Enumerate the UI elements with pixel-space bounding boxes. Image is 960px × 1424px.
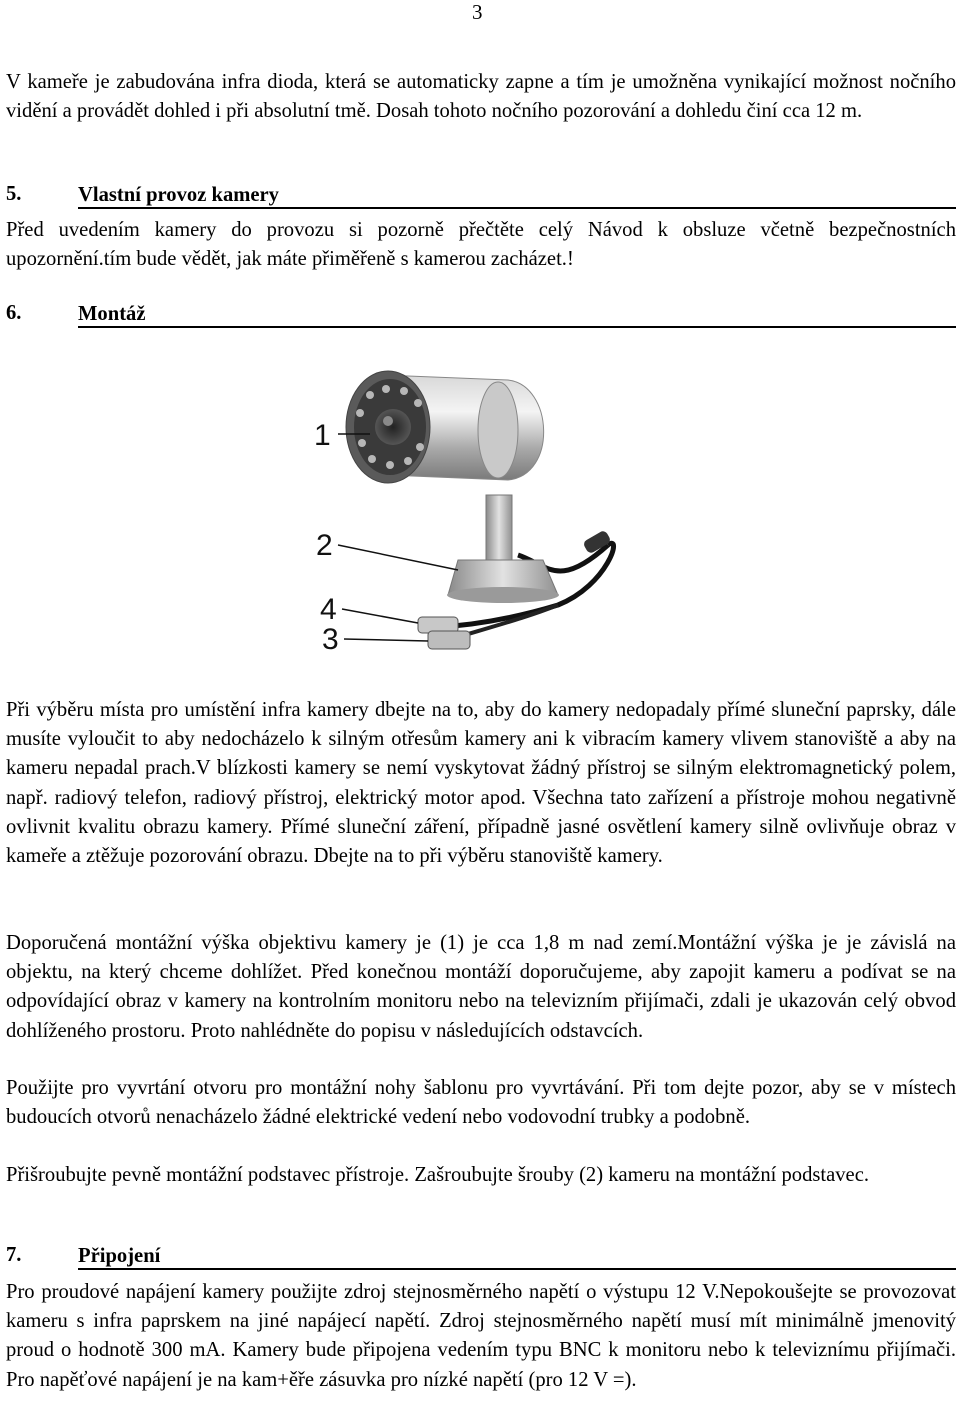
section-5-heading — [6, 180, 956, 209]
section-6-paragraph-1: Při výběru místa pro umístění infra kamery dbejte na to, aby do kamery nedopadaly přímé sluneční paprsky, dále musíte vyloučit to aby nedocházelo k silným otřesům kamery ani k vibracím kamery vlivem stanoviště a aby na kameru nepadal prach.V blízkosti kamery se nemí vyskytovat žádný přístroj se silným elektromagnetický polem, např. radiový telefon, radiový přístroj, elektrický motor apod. Všechna tato zařízení a přístroje mohou negativně ovlivnit kvalitu obrazu kamery. Přímé sluneční záření, případně jasné osvětlení kamery silně ovlivňuje obraz v kameře a ztěžuje pozorování obrazu. Dbejte na to při výběru stanoviště kamery. — [6, 699, 956, 868]
section-7-title: Připojení — [78, 1244, 956, 1270]
intro-paragraph: V kameře je zabudována infra dioda, která se automaticky zapne a tím je umožněna vynikající možnost nočního vidění a provádět dohled i při absolutní tmě. Dosah tohoto nočního pozorování a dohledu činí cca 12 m. — [6, 71, 956, 123]
section-5-number: 5. — [6, 183, 22, 205]
section-7-paragraph: Pro proudové napájení kamery použijte zdroj stejnosměrného napětí o výstupu 12 V.Nepokoušejte se provozovat kameru s infra paprskem na jiné napájecí napětí. Zdroj stejnosměrného napětí musí mít minimálně jmenovitý proud o hodnotě 300 mA. Kamery bude připojena vedením typu BNC k monitoru nebo k televiznímu přijímači. Pro napěťové napájení je na kam+ěře zásuvka pro nízké napětí (pro 12 V =). — [6, 1281, 956, 1391]
figure-label-4: 4 — [320, 593, 337, 626]
section-6-paragraph-2: Doporučená montážní výška objektivu kamery je (1) je cca 1,8 m nad zemí.Montážní výška je je závislá na objektu, na který chceme dohlížet. Před konečnou montáží doporučujeme, aby zapojit kameru a podívat se na odpovídající obraz v kamery na kontrolním monitoru nebo na televizním přijímači, zdali je ukazován celý obvod dohlíženého prostoru. Proto nahlédněte do popisu v následujících odstavcích. — [6, 932, 956, 1042]
page-number: 3 — [472, 0, 483, 24]
section-5-paragraph: Před uvedením kamery do provozu si pozorně přečtěte celý Návod k obsluze včetně bezpečnostních upozornění.tím bude vědět, jak máte přiměřeně s kamerou zacházet.! — [6, 219, 956, 271]
section-6-paragraph-4: Přišroubujte pevně montážní podstavec přístroje. Zašroubujte šrouby (2) kameru na montážní podstavec. — [6, 1164, 869, 1186]
section-6-paragraph-3: Použijte pro vyvrtání otvoru pro montážní nohy šablonu pro vyvrtávání. Při tom dejte pozor, aby se v místech budoucích otvorů nenacházelo žádné elektrické vedení nebo vodovodní trubky a podobně. — [6, 1077, 956, 1129]
section-5-title: Vlastní provoz kamery — [78, 183, 956, 209]
figure-label-3: 3 — [322, 623, 339, 656]
camera-figure — [308, 355, 638, 665]
section-6-heading — [6, 299, 956, 328]
camera-illustration — [308, 355, 638, 665]
section-6-number: 6. — [6, 302, 22, 324]
figure-label-2: 2 — [316, 529, 333, 562]
section-7-number: 7. — [6, 1244, 22, 1266]
section-6-title: Montáž — [78, 302, 956, 328]
figure-label-1: 1 — [314, 419, 331, 452]
section-7-heading — [6, 1241, 956, 1270]
